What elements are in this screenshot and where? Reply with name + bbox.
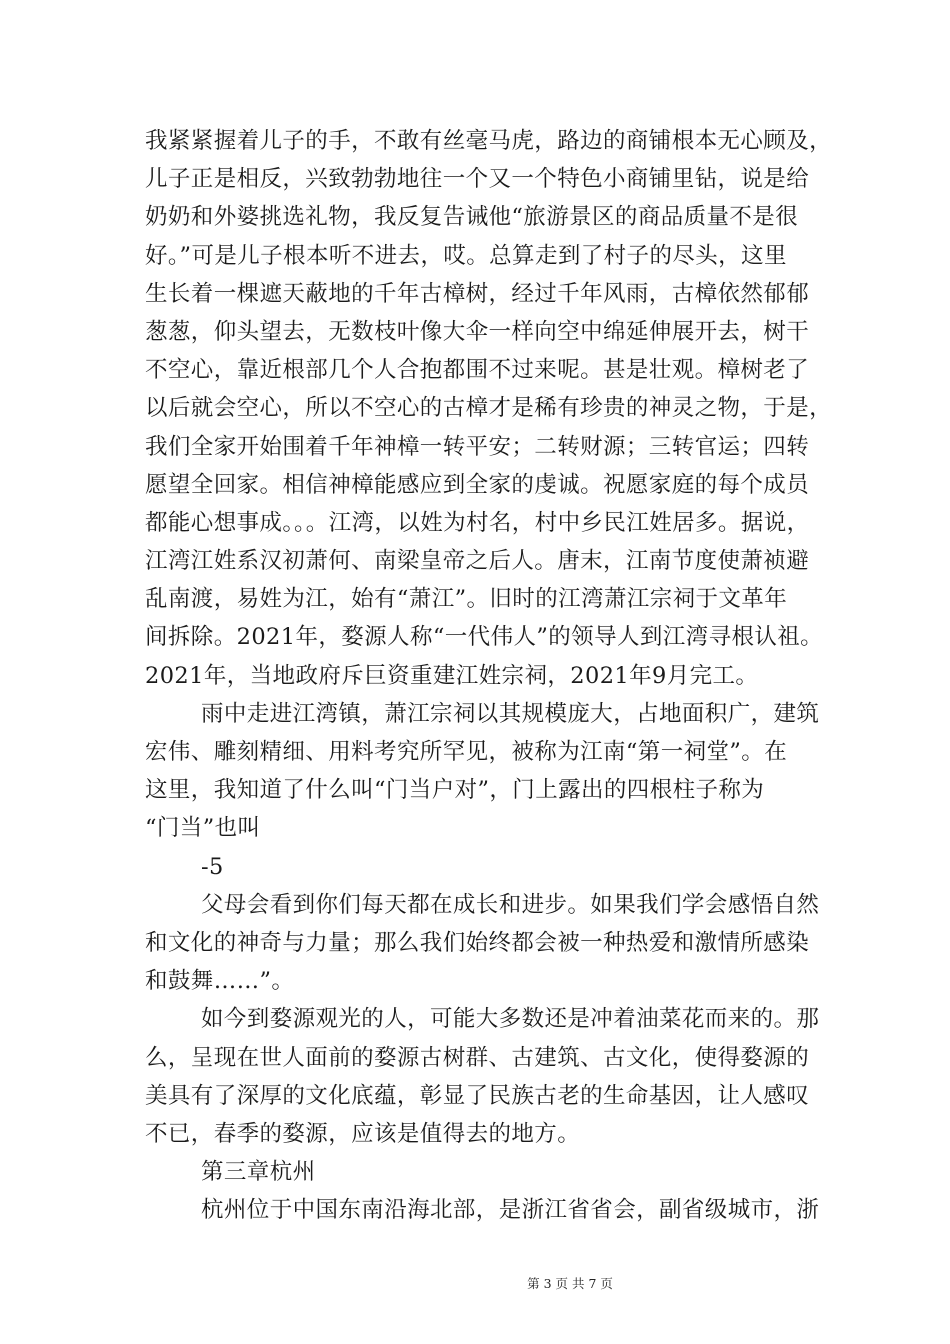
text-line: -5: [201, 853, 224, 880]
text-line: 这里，我知道了什么叫“门当户对”，门上露出的四根柱子称为: [145, 777, 765, 804]
text-line: 和鼓舞……”。: [145, 968, 295, 995]
text-line: “门当”也叫: [145, 815, 261, 842]
text-line: 我们全家开始围着千年神樟一转平安；二转财源；三转官运；四转: [145, 433, 810, 460]
text-line: 好。”可是儿子根本听不进去，哎。总算走到了村子的尽头，这里: [145, 242, 787, 269]
text-line: 杭州位于中国东南沿海北部，是浙江省省会，副省级城市，浙: [201, 1197, 820, 1224]
text-line: 第三章杭州: [201, 1159, 316, 1186]
text-line: 都能心想事成。。。江湾，以姓为村名，村中乡民江姓居多。据说，: [145, 509, 810, 536]
text-line: 2021年，当地政府斥巨资重建江姓宗祠，2021年9月完工。: [145, 662, 759, 689]
text-line: 和文化的神奇与力量；那么我们始终都会被一种热爱和激情所感染: [145, 929, 810, 956]
text-line: 不已，春季的婺源，应该是值得去的地方。: [145, 1120, 581, 1147]
text-line: 我紧紧握着儿子的手，不敢有丝毫马虎，路边的商铺根本无心顾及，: [145, 128, 833, 154]
text-line: 么，呈现在世人面前的婺源古树群、古建筑、古文化，使得婺源的: [145, 1044, 810, 1071]
text-line: 雨中走进江湾镇，萧江宗祠以其规模庞大，占地面积广，建筑: [201, 700, 820, 727]
text-line: 美具有了深厚的文化底蕴，彰显了民族古老的生命基因，让人感叹: [145, 1082, 810, 1109]
document-body: [145, 122, 833, 1229]
text-line: 间拆除。2021年，婺源人称“一代伟人”的领导人到江湾寻根认祖。: [145, 624, 824, 651]
text-line: 葱葱，仰头望去，无数枝叶像大伞一样向空中绵延伸展开去，树干: [145, 318, 810, 345]
text-line: 奶奶和外婆挑选礼物，我反复告诫他“旅游景区的商品质量不是很: [145, 204, 799, 231]
text-line: 生长着一棵遮天蔽地的千年古樟树，经过千年风雨，古樟依然郁郁: [145, 280, 810, 307]
text-line: 儿子正是相反，兴致勃勃地往一个又一个特色小商铺里钻，说是给: [145, 166, 810, 193]
text-line: 以后就会空心，所以不空心的古樟才是稀有珍贵的神灵之物，于是，: [145, 395, 833, 422]
text-line: 不空心，靠近根部几个人合抱都围不过来呢。甚是壮观。樟树老了: [145, 357, 810, 384]
text-line: 宏伟、雕刻精细、用料考究所罕见，被称为江南“第一祠堂”。在: [145, 739, 788, 765]
text-line: 父母会看到你们每天都在成长和进步。如果我们学会感悟自然: [201, 891, 820, 918]
text-line: 愿望全回家。相信神樟能感应到全家的虔诚。祝愿家庭的每个成员: [145, 471, 810, 498]
page-number-footer: [0, 1274, 950, 1292]
text-line: 乱南渡，易姓为江，始有“萧江”。旧时的江湾萧江宗祠于文革年: [145, 586, 788, 613]
text-line: 江湾江姓系汉初萧何、南梁皇帝之后人。唐末，江南节度使萧祯避: [145, 548, 810, 575]
page-number-label: 第 3 页 共 7 页: [527, 1276, 613, 1291]
text-line: 如今到婺源观光的人，可能大多数还是冲着油菜花而来的。那: [201, 1006, 820, 1033]
